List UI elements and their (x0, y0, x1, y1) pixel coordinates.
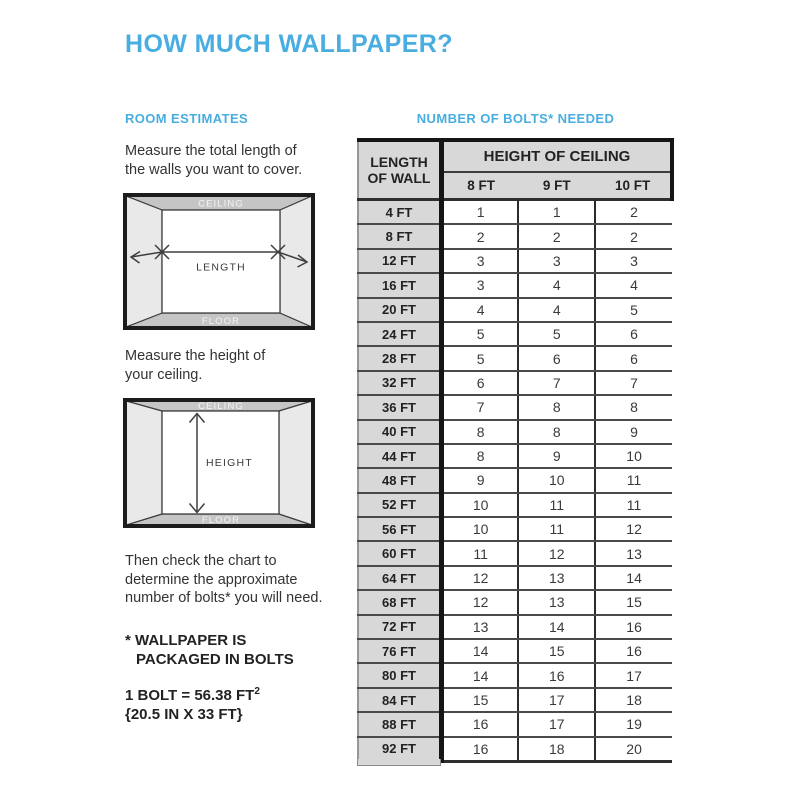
bolt-count-cell: 13 (518, 590, 595, 614)
bolt-count-cell: 6 (442, 371, 519, 395)
bolt-count-cell: 10 (442, 493, 519, 517)
height-of-ceiling-header: HEIGHT OF CEILING (442, 140, 673, 172)
wall-length-cell: 16 FT (358, 273, 442, 297)
wall-length-cell: 36 FT (358, 395, 442, 419)
bolt-count-cell: 15 (442, 688, 519, 712)
bolt-count-cell: 11 (595, 468, 672, 492)
bolt-count-cell: 16 (595, 615, 672, 639)
table-row (358, 249, 672, 273)
bolt-count-cell: 10 (518, 468, 595, 492)
wall-length-cell: 80 FT (358, 663, 442, 687)
bolt-count-cell: 3 (518, 249, 595, 273)
bolt-count-cell: 12 (518, 541, 595, 565)
bolt-count-cell: 16 (442, 712, 519, 736)
bolt-count-cell: 11 (442, 541, 519, 565)
bolt-count-cell: 16 (595, 639, 672, 663)
bolt-count-cell: 12 (442, 590, 519, 614)
bolt-count-cell: 13 (518, 566, 595, 590)
bolt-count-cell: 6 (518, 346, 595, 370)
label-column-tail (357, 759, 441, 766)
wall-length-cell: 44 FT (358, 444, 442, 468)
bolt-count-cell: 8 (442, 444, 519, 468)
length-label: LENGTH (196, 261, 246, 274)
table-row (358, 444, 672, 468)
instruction-step-2: Measure the height of your ceiling. (125, 348, 266, 383)
bolt-count-cell: 5 (518, 322, 595, 346)
page-title: HOW MUCH WALLPAPER? (125, 30, 453, 58)
wall-length-cell: 20 FT (358, 298, 442, 322)
wall-length-cell: 84 FT (358, 688, 442, 712)
bolt-count-cell: 14 (595, 566, 672, 590)
room-length-diagram (123, 193, 315, 330)
room-estimates-heading: ROOM ESTIMATES (125, 111, 249, 126)
instruction-step-3: Then check the chart to determine the approximate number of bolts* you will need. (125, 553, 323, 606)
bolt-count-cell: 5 (442, 322, 519, 346)
footnote-line-2: PACKAGED IN BOLTS (136, 651, 294, 668)
table-row (358, 371, 672, 395)
bolt-count-cell: 1 (442, 200, 519, 225)
bolt-count-cell: 12 (595, 517, 672, 541)
wall-length-cell: 40 FT (358, 420, 442, 444)
floor-label: FLOOR (201, 316, 241, 327)
bolt-count-cell: 5 (442, 346, 519, 370)
bolt-count-cell: 18 (595, 688, 672, 712)
length-of-wall-header (358, 140, 442, 200)
wall-length-cell: 88 FT (358, 712, 442, 736)
bolt-count-cell: 7 (595, 371, 672, 395)
height-label: HEIGHT (206, 457, 253, 469)
table-row (358, 298, 672, 322)
bolt-count-cell: 11 (595, 493, 672, 517)
bolt-count-cell: 4 (442, 298, 519, 322)
table-group-header-row (358, 140, 672, 172)
bolt-equation-superscript: 2 (254, 686, 260, 697)
wall-length-cell: 12 FT (358, 249, 442, 273)
column-header-8ft: 8 FT (442, 172, 519, 200)
bolt-count-cell: 2 (442, 224, 519, 248)
wall-length-cell: 72 FT (358, 615, 442, 639)
wall-length-cell: 24 FT (358, 322, 442, 346)
bolt-count-cell: 14 (442, 639, 519, 663)
bolt-count-cell: 9 (518, 444, 595, 468)
column-header-9ft: 9 FT (518, 172, 595, 200)
bolt-count-cell: 5 (595, 298, 672, 322)
wall-length-cell: 76 FT (358, 639, 442, 663)
bolt-count-cell: 1 (518, 200, 595, 225)
table-row (358, 395, 672, 419)
bolt-count-cell: 11 (518, 517, 595, 541)
footnote-line-1: * WALLPAPER IS (125, 632, 247, 649)
bolt-count-cell: 19 (595, 712, 672, 736)
bolt-count-cell: 15 (518, 639, 595, 663)
bolt-count-cell: 20 (595, 737, 672, 762)
bolt-count-cell: 9 (595, 420, 672, 444)
table-row (358, 615, 672, 639)
table-row (358, 688, 672, 712)
table-row (358, 517, 672, 541)
table-row (358, 590, 672, 614)
bolt-equation-text: 1 BOLT = 56.38 FT (125, 687, 255, 704)
bolt-count-cell: 13 (595, 541, 672, 565)
wallpaper-footnote (125, 631, 294, 669)
bolt-equation (125, 682, 260, 724)
bolt-count-cell: 13 (442, 615, 519, 639)
bolt-count-cell: 8 (518, 395, 595, 419)
length-of-wall-line1: LENGTH (370, 154, 428, 170)
wall-length-cell: 92 FT (358, 737, 442, 762)
wall-length-cell: 8 FT (358, 224, 442, 248)
bolt-count-cell: 8 (595, 395, 672, 419)
table-row (358, 273, 672, 297)
bolt-count-cell: 3 (442, 273, 519, 297)
table-row (358, 493, 672, 517)
bolt-count-cell: 2 (518, 224, 595, 248)
bolts-needed-heading: NUMBER OF BOLTS* NEEDED (416, 111, 615, 126)
wall-length-cell: 64 FT (358, 566, 442, 590)
bolt-count-cell: 2 (595, 224, 672, 248)
floor-label: FLOOR (201, 515, 241, 526)
bolt-count-cell: 8 (442, 420, 519, 444)
bolt-count-cell: 18 (518, 737, 595, 762)
bolt-count-cell: 4 (595, 273, 672, 297)
room-height-diagram (123, 398, 315, 528)
wall-length-cell: 52 FT (358, 493, 442, 517)
bolt-count-cell: 7 (442, 395, 519, 419)
table-row (358, 639, 672, 663)
ceiling-label: CEILING (198, 401, 244, 412)
bolt-count-cell: 6 (595, 346, 672, 370)
wall-length-cell: 28 FT (358, 346, 442, 370)
bolt-count-cell: 4 (518, 298, 595, 322)
bolt-count-cell: 17 (518, 712, 595, 736)
bolt-count-cell: 12 (442, 566, 519, 590)
bolt-count-cell: 4 (518, 273, 595, 297)
bolt-count-cell: 2 (595, 200, 672, 225)
bolt-count-cell: 8 (518, 420, 595, 444)
bolt-count-cell: 7 (518, 371, 595, 395)
table-row (358, 712, 672, 736)
wall-length-cell: 4 FT (358, 200, 442, 225)
bolt-count-cell: 10 (442, 517, 519, 541)
bolt-count-cell: 17 (595, 663, 672, 687)
table-row (358, 541, 672, 565)
bolt-count-cell: 16 (442, 737, 519, 762)
wall-length-cell: 60 FT (358, 541, 442, 565)
wall-length-cell: 32 FT (358, 371, 442, 395)
table-row (358, 737, 672, 762)
bolt-count-cell: 14 (518, 615, 595, 639)
bolt-count-cell: 14 (442, 663, 519, 687)
table-row (358, 420, 672, 444)
bolts-table (357, 138, 674, 763)
table-row (358, 322, 672, 346)
table-row (358, 468, 672, 492)
wall-length-cell: 56 FT (358, 517, 442, 541)
bolt-count-cell: 3 (595, 249, 672, 273)
bolt-count-cell: 16 (518, 663, 595, 687)
bolt-dimensions: {20.5 IN X 33 FT} (125, 706, 243, 723)
bolt-count-cell: 6 (595, 322, 672, 346)
table-row (358, 224, 672, 248)
bolt-count-cell: 17 (518, 688, 595, 712)
length-of-wall-line2: OF WALL (367, 170, 431, 186)
ceiling-label: CEILING (198, 198, 244, 210)
bolt-count-cell: 10 (595, 444, 672, 468)
column-header-10ft: 10 FT (595, 172, 672, 200)
instruction-step-1: Measure the total length of the walls you want to cover. (125, 143, 303, 178)
wall-length-cell: 48 FT (358, 468, 442, 492)
table-row (358, 663, 672, 687)
table-row (358, 346, 672, 370)
table-row (358, 566, 672, 590)
bolt-count-cell: 3 (442, 249, 519, 273)
bolt-count-cell: 9 (442, 468, 519, 492)
bolt-count-cell: 15 (595, 590, 672, 614)
bolt-count-cell: 11 (518, 493, 595, 517)
table-row (358, 200, 672, 225)
wall-length-cell: 68 FT (358, 590, 442, 614)
